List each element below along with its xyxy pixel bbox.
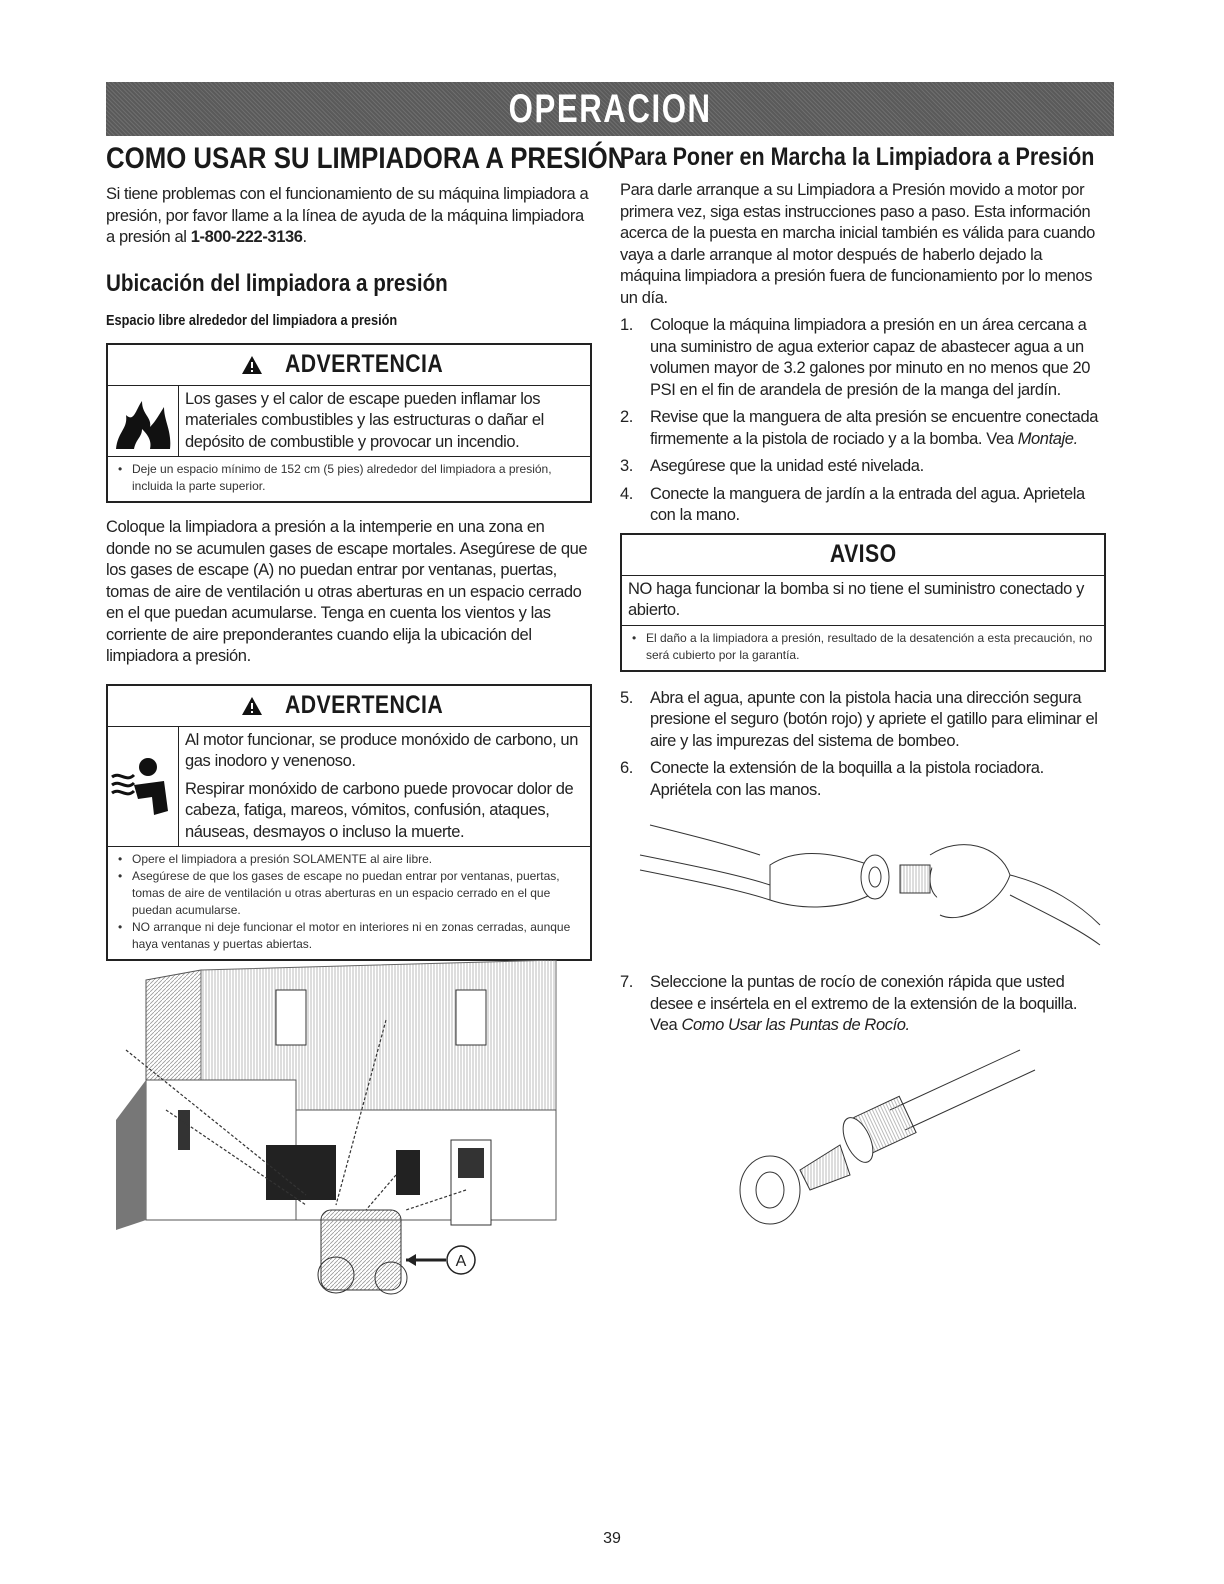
start-heading: Para Poner en Marcha la Limpiadora a Presión [620, 143, 1095, 171]
step-7-block [620, 972, 1106, 1043]
notice-bullets [622, 626, 1104, 670]
warning-text-symptoms: Respirar monóxido de carbono puede provocar dolor de cabeza, fatiga, mareos, vómitos, confusión, ataques, náuseas, desmayos o incluso la muerte. [185, 779, 574, 841]
page-number: 39 [603, 1530, 621, 1547]
warning-bullets [108, 457, 590, 501]
warning-box-carbon-monoxide [106, 684, 592, 962]
warning-bullet: • Deje un espacio mínimo de 152 cm (5 pies) alrededor del limpiadora a presión, incluida la parte superior. [118, 461, 582, 495]
helpline-phone: 1-800-222-3136 [190, 228, 303, 246]
warning-text-co: Al motor funcionar, se produce monóxido de carbono, un gas inodoro y venenoso. [185, 730, 578, 770]
notice-header [622, 535, 1104, 576]
warning-title: ADVERTENCIA [284, 350, 444, 378]
nozzle-extension-illustration [630, 815, 1110, 965]
warning-title: ADVERTENCIA [284, 691, 444, 719]
warning-text: Los gases y el calor de escape pueden inflamar los materiales combustibles y las estructuras o dañar el depósito de combustible y provocar un incendio. [185, 389, 544, 451]
warning-header [108, 686, 590, 727]
warning-bullet: • Opere el limpiadora a presión SOLAMENTE al aire libre. [118, 851, 582, 868]
list-item: 4. Conecte la manguera de jardín a la entrada del agua. Aprietela con la mano. [620, 484, 1085, 524]
steps-list-c [620, 972, 1106, 1037]
steps-list-b [620, 688, 1106, 802]
warning-box-fire [106, 343, 592, 504]
warning-header [108, 345, 590, 386]
list-item: 6. Conecte la extensión de la boquilla a la pistola rociadora. Apriétela con las manos. [620, 759, 1044, 799]
list-item: 7. Seleccione la puntas de rocío de conexión rápida que usted desee e insértela en el extremo de la extensión de la boquilla. Vea Como Usar las Puntas de Rocío. [620, 973, 1078, 1034]
placement-paragraph: Coloque la limpiadora a presión a la intemperie en una zona en donde no se acumulen gases de escape mortales. Asegúrese de que los gases de escape (A) no puedan entrar por ventanas, puertas, tomas de aire de ventilación u otras aberturas en un espacio cerrado en el que puedan acumularse. Tenga en cuenta los vientos y las corriente de aire preponderantes cuando elija la ubicación del limpiadora a presión. [106, 518, 588, 665]
list-item: 2. Revise que la manguera de alta presión se encuentre conectada firmemente a la pistola de rociado y a la bomba. Vea Montaje. [620, 408, 1098, 448]
section-banner [106, 82, 1114, 136]
warning-bullet: • NO arranque ni deje funcionar el motor en interiores ni en zonas cerradas, aunque haya ventanas y puertas abiertas. [118, 919, 582, 953]
steps-list-a [620, 315, 1106, 527]
warning-triangle-icon [241, 355, 263, 375]
list-item: 5. Abra el agua, apunte con la pistola hacia una dirección segura presione el seguro (botón rojo) y apriete el gatillo para eliminar el aire y las impurezas del sistema de bombeo. [620, 688, 1098, 750]
warning-triangle-icon [241, 696, 263, 716]
start-intro: Para darle arranque a su Limpiadora a Presión movido a motor por primera vez, siga estas instrucciones paso a paso. Esta información acerca de la puesta en marcha inicial también es válida para cuando vaya a darle arranque al motor después de haberlo dejado la máquina limpiadora a presión fuera de funcionamiento por lo menos un día. [620, 181, 1095, 307]
list-item: 1. Coloque la máquina limpiadora a presión en un área cercana a una suministro de agua exterior capaz de abastecer agua a un volumen mayor de 3.2 galones por minuto en no menos que 20 PSI en el fin de arandela de presión de la manga del jardín. [620, 316, 1091, 399]
banner-title: OPERACION [508, 86, 712, 131]
notice-box [620, 533, 1106, 672]
notice-text: NO haga funcionar la bomba si no tiene el suministro conectado y abierto. [622, 576, 1104, 626]
exhaust-label: A [455, 1253, 467, 1270]
spray-tip-illustration [720, 1040, 1050, 1240]
clearance-heading: Espacio libre alrededor del limpiadora a presión [106, 311, 398, 329]
location-subheading: Ubicación del limpiadora a presión [106, 269, 448, 297]
list-item: 3. Asegúrese que la unidad esté nivelada. [620, 457, 924, 475]
notice-bullet: • El daño a la limpiadora a presión, resultado de la desatención a esta precaución, no será cubierto por la garantía. [632, 630, 1096, 664]
spray-tips-reference: Como Usar las Puntas de Rocío. [681, 1016, 910, 1034]
left-column [106, 140, 627, 1270]
montaje-reference: Montaje. [1017, 429, 1078, 448]
toxic-fumes-icon [108, 727, 179, 847]
right-column [620, 140, 1106, 807]
warning-bullets [108, 847, 590, 959]
fire-icon [108, 386, 179, 457]
intro-paragraph: Si tiene problemas con el funcionamiento de su máquina limpiadora a presión, por favor llame a la línea de ayuda de la máquina limpiadora a presión al 1-800-222-3136. [106, 185, 589, 246]
warning-bullet: • Asegúrese de que los gases de escape no puedan entrar por ventanas, puertas, tomas de aire de ventilación u otras aberturas en un espacio cerrado en el que puedan acumularse. [118, 868, 582, 919]
main-heading: COMO USAR SU LIMPIADORA A PRESIÓN [106, 142, 627, 175]
house-exhaust-illustration [106, 960, 576, 1330]
notice-title: AVISO [829, 540, 897, 568]
